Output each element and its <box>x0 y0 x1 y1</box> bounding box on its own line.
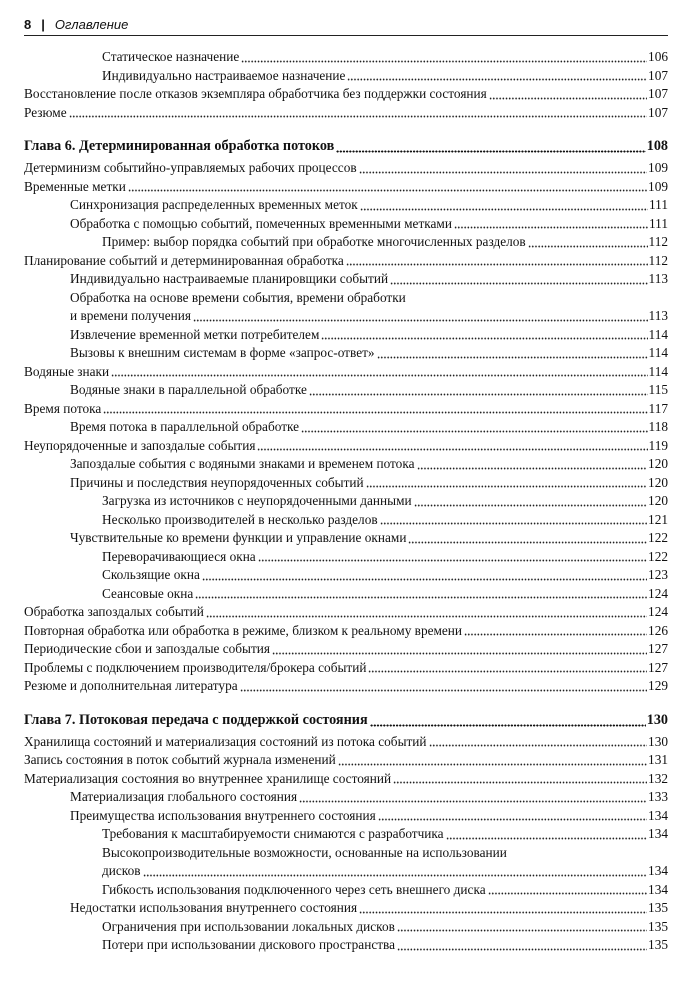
toc-entry-title: Материализация состояния во внутреннее хранилище состояний <box>24 770 392 786</box>
toc-entry-title: Синхронизация распределенных временных меток <box>70 197 358 212</box>
dot-leader <box>321 337 647 340</box>
toc-entry[interactable] <box>24 566 668 585</box>
toc-entry-title: Загрузка из источников с неупорядоченными данными <box>102 493 412 508</box>
toc-page-number: 121 <box>648 511 668 527</box>
toc-page-number: 107 <box>648 104 668 120</box>
toc-entry[interactable] <box>24 899 668 918</box>
toc-entry[interactable] <box>24 159 668 178</box>
toc-entry-title: Переворачивающиеся окна <box>102 548 256 564</box>
toc-entry[interactable] <box>24 196 668 215</box>
toc-entry-title: Скользящие окна <box>102 567 200 582</box>
dot-leader <box>359 911 647 914</box>
dot-leader <box>347 78 647 81</box>
toc-page-number: 114 <box>648 326 668 342</box>
toc-entry-title: Ограничения при использовании локальных дисков <box>102 918 395 934</box>
toc-entry-title: Запоздалые события с водяными знаками и временем потока <box>70 456 415 471</box>
toc-page-number: 120 <box>648 474 668 490</box>
toc-entry-title: Несколько производителей в несколько разделов <box>102 511 378 527</box>
chapter-gap <box>24 122 668 135</box>
toc-page-number: 122 <box>648 548 668 564</box>
toc-entry[interactable] <box>24 548 668 567</box>
dot-leader <box>193 319 648 322</box>
toc-page-number: 124 <box>648 604 668 619</box>
toc-entry-title: Извлечение временной метки потребителем <box>70 326 320 342</box>
dot-leader <box>336 150 645 153</box>
toc-page-number: 114 <box>648 345 668 360</box>
chapter-gap <box>24 696 668 709</box>
toc-entry[interactable] <box>24 881 668 900</box>
toc-entry[interactable] <box>24 640 668 659</box>
section-title: Оглавление <box>54 17 129 32</box>
toc-page-number: 107 <box>648 67 668 83</box>
toc-entry[interactable] <box>24 178 668 197</box>
toc-entry-title: Периодические сбои и запоздалые события <box>24 641 271 656</box>
toc-entry[interactable] <box>24 511 668 530</box>
toc-entry[interactable] <box>24 381 668 400</box>
dot-leader <box>393 781 647 784</box>
dot-leader <box>240 689 647 692</box>
header-separator: | <box>41 17 45 32</box>
toc-entry[interactable] <box>24 844 668 863</box>
toc-page-number: 135 <box>648 900 668 915</box>
toc-entry-title: Резюме <box>24 104 67 120</box>
dot-leader <box>111 374 647 377</box>
toc-page-number: 130 <box>648 733 668 749</box>
toc-entry[interactable] <box>24 270 668 289</box>
toc-entry-title: Причины и последствия неупорядоченных событий <box>70 474 364 490</box>
toc-entry-title: Обработка с помощью событий, помеченных временными метками <box>70 215 452 231</box>
dot-leader <box>488 892 647 895</box>
toc-page-number: 134 <box>648 807 668 823</box>
dot-leader <box>202 578 647 581</box>
toc-page-number: 134 <box>648 881 668 897</box>
toc-page-number: 130 <box>646 711 668 728</box>
dot-leader <box>464 633 647 636</box>
toc-page-number: 111 <box>649 197 668 212</box>
toc-entry[interactable] <box>24 67 668 86</box>
dot-leader <box>489 97 647 100</box>
dot-leader <box>258 559 647 562</box>
dot-leader <box>143 874 648 877</box>
dot-leader <box>397 948 647 951</box>
toc-entry[interactable] <box>24 400 668 419</box>
toc-entry[interactable] <box>24 751 668 770</box>
toc-page-number: 134 <box>648 863 668 878</box>
toc-entry[interactable] <box>24 48 668 67</box>
dot-leader <box>414 504 647 507</box>
dot-leader <box>338 763 647 766</box>
toc-entry-title: Водяные знаки в параллельной обработке <box>70 382 307 397</box>
toc-page-number: 119 <box>648 437 668 453</box>
toc-entry-title: Повторная обработка или обработка в режиме, близком к реальному времени <box>24 622 463 638</box>
dot-leader <box>346 263 648 266</box>
dot-leader <box>128 189 647 192</box>
toc-entry-title: Неупорядоченные и запоздалые события <box>24 437 256 453</box>
toc-entry-title: Потери при использовании дискового пространства <box>102 937 396 952</box>
toc-entry-title: Запись состояния в поток событий журнала изменений <box>24 752 336 767</box>
toc-entry[interactable] <box>24 474 668 493</box>
toc-entry[interactable] <box>24 215 668 234</box>
dot-leader <box>301 430 648 433</box>
toc-page-number: 117 <box>648 400 668 416</box>
toc-page-number: 127 <box>648 659 668 675</box>
toc-entry-title: Обработка запоздалых событий <box>24 604 204 619</box>
toc-entry[interactable] <box>24 233 668 252</box>
dot-leader <box>241 60 647 63</box>
toc-page-number: 113 <box>648 271 668 286</box>
dot-leader <box>454 226 648 229</box>
toc-entry-title: Индивидуально настраиваемое назначение <box>102 67 346 83</box>
toc-entry-title: Глава 6. Детерминированная обработка потоков <box>24 138 335 154</box>
toc-entry[interactable] <box>24 733 668 752</box>
toc-page-number: 108 <box>646 138 668 154</box>
running-header <box>24 12 668 36</box>
toc-page-number: 132 <box>648 770 668 786</box>
dot-leader <box>429 744 648 747</box>
toc-entry-title: Чувствительные ко времени функции и управление окнами <box>70 530 407 545</box>
toc-page-number: 120 <box>648 493 668 508</box>
toc-entry-title: Проблемы с подключением производителя/брокера событий <box>24 659 367 675</box>
toc-entry-title: Недостатки использования внутреннего состояния <box>70 900 358 915</box>
toc-page-number: 109 <box>648 178 668 194</box>
dot-leader <box>528 245 648 248</box>
toc-entry-title: Преимущества использования внутреннего состояния <box>70 807 376 823</box>
dot-leader <box>360 208 648 211</box>
toc-entry[interactable] <box>24 788 668 807</box>
toc-entry-title: Восстановление после отказов экземпляра обработчика без поддержки состояния <box>24 86 487 101</box>
dot-leader <box>377 356 648 359</box>
toc-entry[interactable] <box>24 825 668 844</box>
dot-leader <box>446 837 647 840</box>
toc-page-number: 112 <box>648 234 668 249</box>
toc-page-number: 134 <box>648 826 668 841</box>
toc-entry-title: Время потока <box>24 400 102 416</box>
toc-entry-title: Временные метки <box>24 178 126 194</box>
toc-entry[interactable] <box>24 529 668 548</box>
toc-page-number: 135 <box>648 918 668 934</box>
toc-entry[interactable] <box>24 585 668 604</box>
toc-entry[interactable] <box>24 289 668 308</box>
dot-leader <box>257 448 647 451</box>
toc-page-number: 124 <box>648 585 668 601</box>
dot-leader <box>380 522 647 525</box>
toc-entry[interactable] <box>24 492 668 511</box>
toc-entry[interactable] <box>24 918 668 937</box>
toc-page-number: 115 <box>648 382 668 397</box>
toc-page-number: 120 <box>648 456 668 471</box>
dot-leader <box>408 541 647 544</box>
dot-leader <box>397 929 647 932</box>
toc-entry[interactable] <box>24 862 668 881</box>
toc-entry-title: и времени получения <box>70 308 191 323</box>
toc-entry[interactable] <box>24 622 668 641</box>
toc-entry-title: Требования к масштабируемости снимаются с разработчика <box>102 826 444 841</box>
toc-page-number: 123 <box>648 567 668 582</box>
dot-leader <box>299 800 647 803</box>
toc-entry-title: Индивидуально настраиваемые планировщики событий <box>70 271 389 286</box>
toc-entry[interactable] <box>24 677 668 696</box>
toc-page-number: 131 <box>648 752 668 767</box>
toc-entry[interactable] <box>24 307 668 326</box>
toc-entry[interactable] <box>24 437 668 456</box>
toc-page-number: 113 <box>648 308 668 323</box>
toc-page-number: 118 <box>648 419 668 434</box>
toc-entry[interactable] <box>24 603 668 622</box>
toc-entry-title: Высокопроизводительные возможности, основанные на использовании <box>102 844 507 860</box>
toc-entry[interactable] <box>24 936 668 955</box>
toc-entry-title: Время потока в параллельной обработке <box>70 419 300 434</box>
dot-leader <box>366 485 647 488</box>
dot-leader <box>359 171 647 174</box>
toc-entry-title: Хранилища состояний и материализация состояний из потока событий <box>24 733 427 749</box>
toc-entry[interactable] <box>24 85 668 104</box>
toc-entry[interactable] <box>24 659 668 678</box>
dot-leader <box>195 596 647 599</box>
toc-entry-title: Гибкость использования подключенного через сеть внешнего диска <box>102 881 486 897</box>
toc-entry[interactable] <box>24 252 668 271</box>
toc-entry-title: Резюме и дополнительная литература <box>24 678 238 693</box>
toc-entry[interactable] <box>24 344 668 363</box>
toc-entry-title: Сеансовые окна <box>102 585 194 601</box>
table-of-contents <box>24 48 668 955</box>
toc-entry-title: Глава 7. Потоковая передача с поддержкой состояния <box>24 711 368 728</box>
dot-leader <box>272 652 647 655</box>
dot-leader <box>206 615 647 618</box>
toc-page-number: 129 <box>648 678 668 693</box>
toc-page-number: 135 <box>648 937 668 952</box>
toc-page-number: 109 <box>648 160 668 175</box>
toc-entry[interactable] <box>24 455 668 474</box>
toc-entry[interactable] <box>24 770 668 789</box>
toc-entry-title: Материализация глобального состояния <box>70 789 298 804</box>
toc-entry-title: Детерминизм событийно-управляемых рабочих процессов <box>24 160 357 175</box>
toc-chapter-entry[interactable] <box>24 135 668 157</box>
toc-page-number: 114 <box>648 363 668 379</box>
toc-entry-title: Планирование событий и детерминированная обработка <box>24 252 344 268</box>
toc-page-number: 127 <box>648 641 668 656</box>
toc-page-number: 107 <box>648 86 668 101</box>
toc-page-number: 133 <box>648 789 668 804</box>
toc-entry[interactable] <box>24 326 668 345</box>
dot-leader <box>103 411 647 414</box>
toc-page-number: 126 <box>648 622 668 638</box>
toc-entry-title: дисков <box>102 863 141 878</box>
toc-entry[interactable] <box>24 807 668 826</box>
toc-chapter-entry[interactable] <box>24 709 668 731</box>
toc-entry[interactable] <box>24 418 668 437</box>
dot-leader <box>309 393 648 396</box>
toc-entry-title: Статическое назначение <box>102 49 240 64</box>
dot-leader <box>368 670 647 673</box>
toc-page-number: 122 <box>648 530 668 545</box>
dot-leader <box>378 818 647 821</box>
toc-entry-title: Вызовы к внешним системам в форме «запрос-ответ» <box>70 345 375 360</box>
toc-entry-title: Водяные знаки <box>24 363 110 379</box>
toc-entry[interactable] <box>24 104 668 123</box>
dot-leader <box>417 467 648 470</box>
toc-entry-title: Пример: выбор порядка событий при обработке многочисленных разделов <box>102 234 526 249</box>
toc-page-number: 112 <box>648 252 668 268</box>
toc-entry[interactable] <box>24 363 668 382</box>
toc-page-number: 111 <box>649 215 668 231</box>
toc-entry-title: Обработка на основе времени события, времени обработки <box>70 289 406 305</box>
dot-leader <box>69 115 647 118</box>
dot-leader <box>390 282 647 285</box>
page-number: 8 <box>24 17 32 32</box>
toc-page-number: 106 <box>648 49 668 64</box>
dot-leader <box>370 724 646 727</box>
